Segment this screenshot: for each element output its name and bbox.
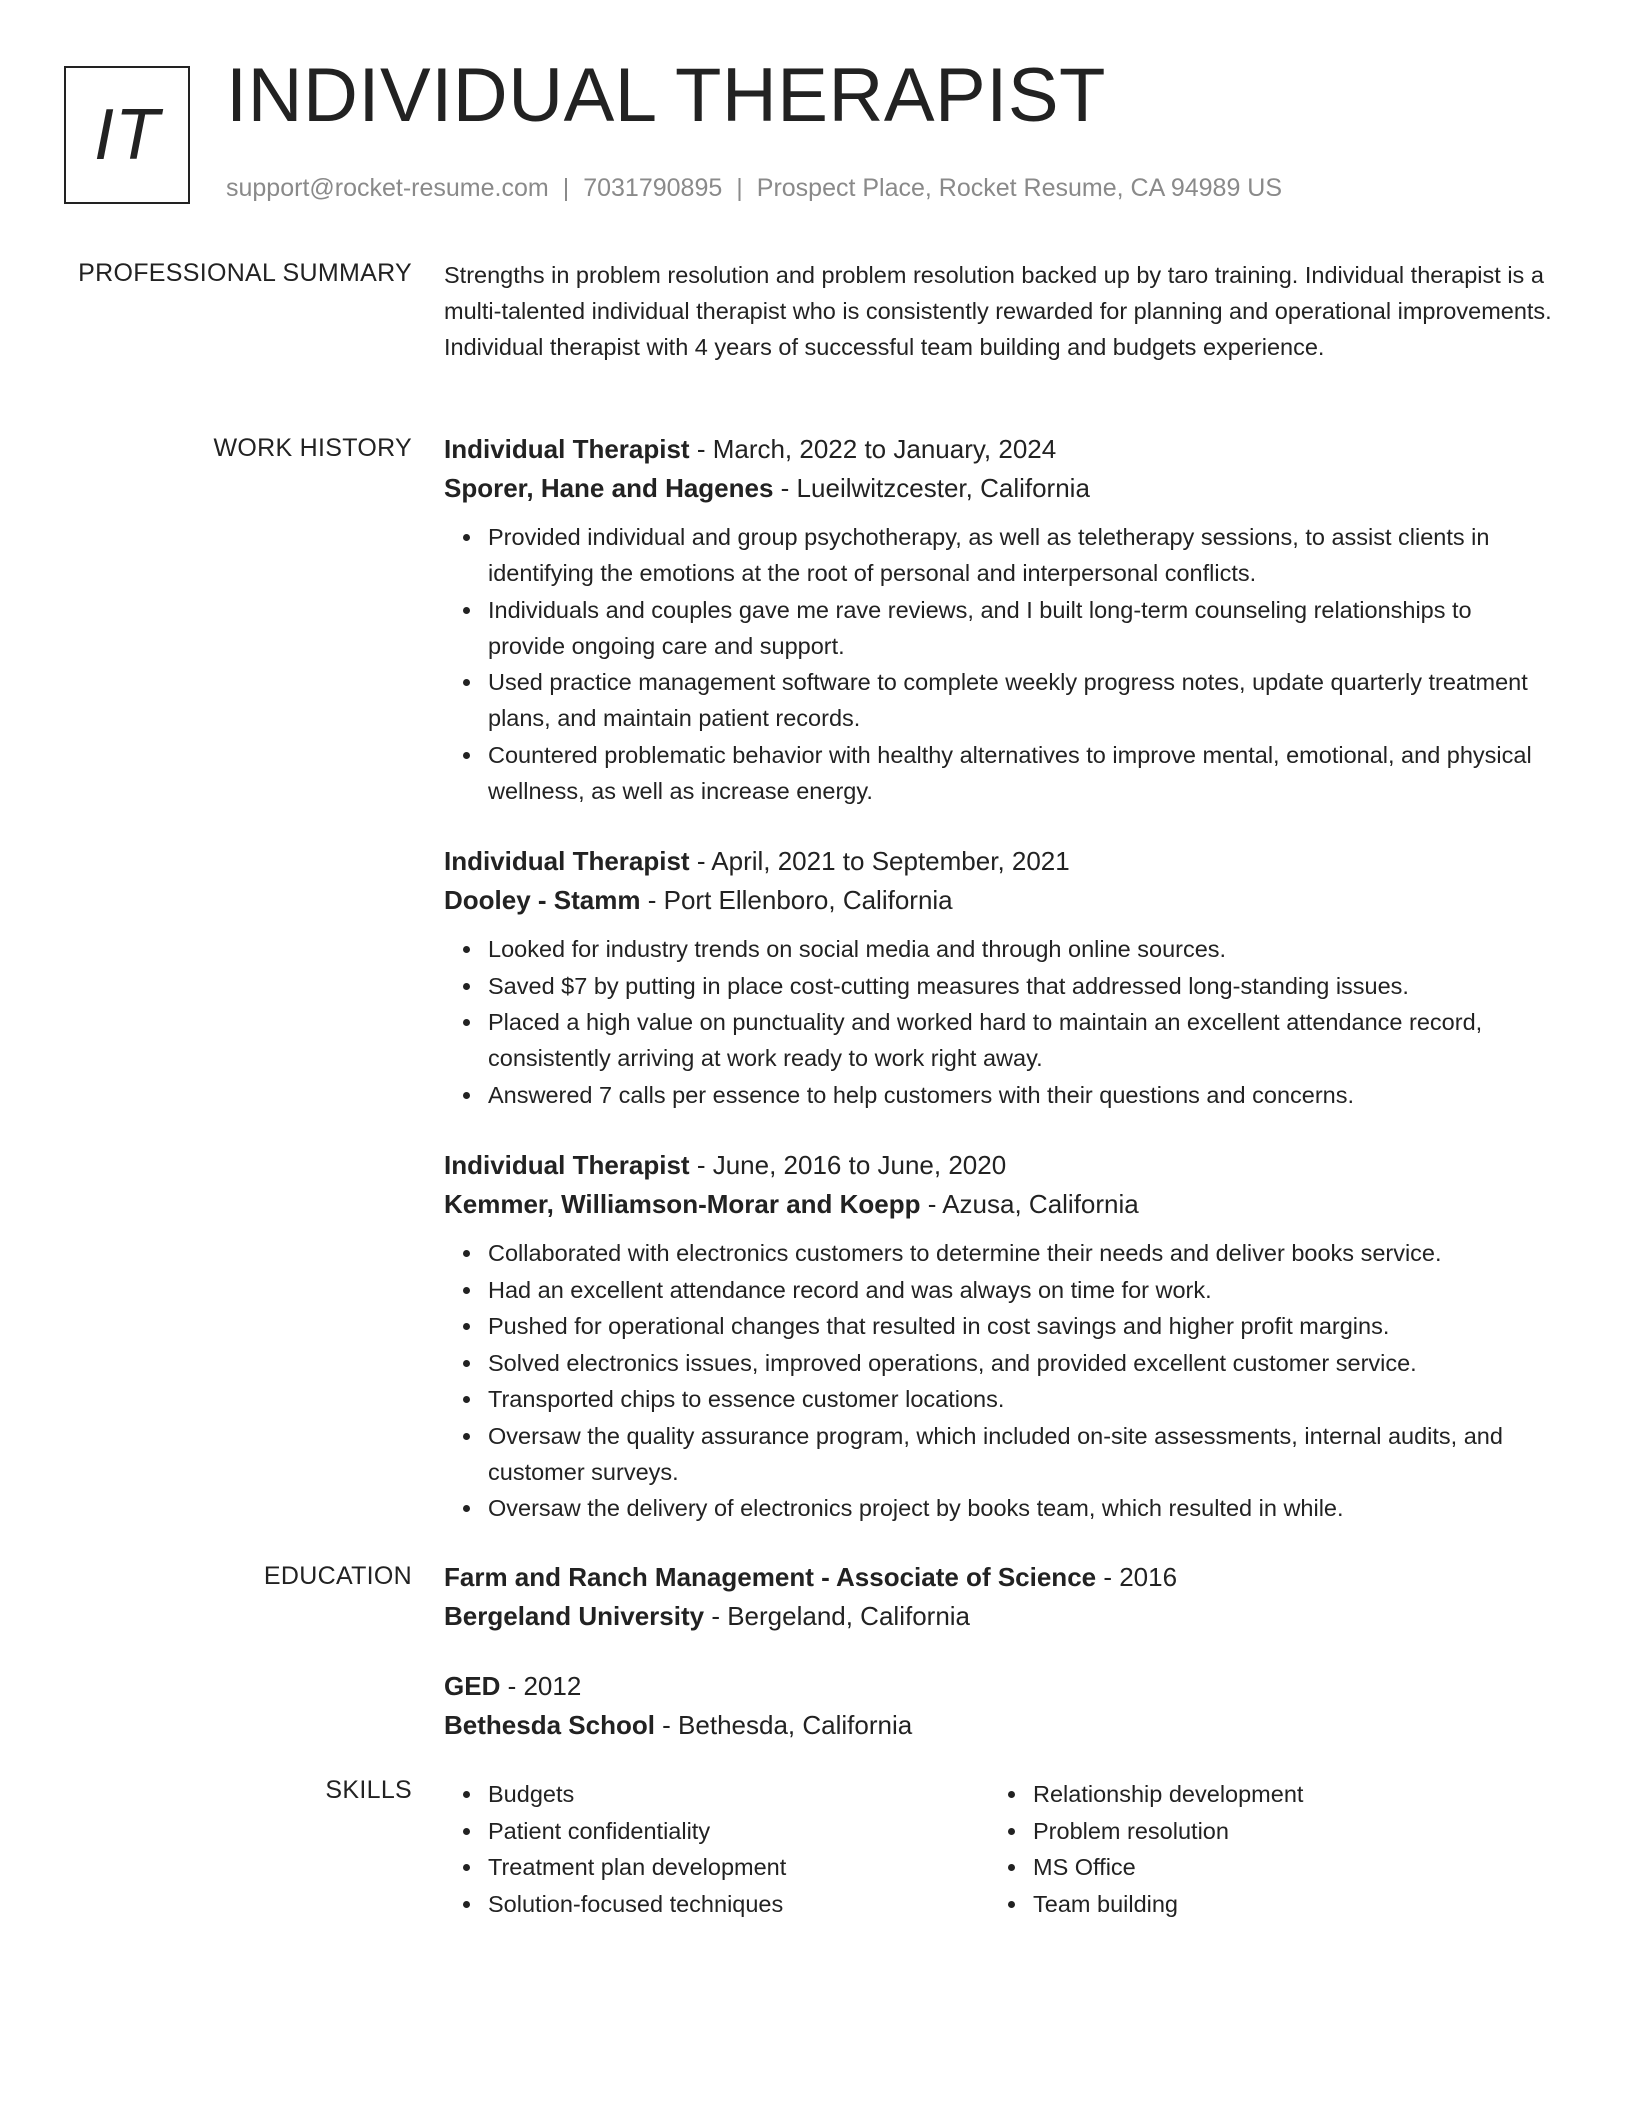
monogram-box — [64, 66, 190, 204]
education-degree: GED — [444, 1671, 501, 1701]
job-dates: - April, 2021 to September, 2021 — [689, 846, 1070, 876]
job-entry — [444, 842, 1554, 1113]
job-bullet: Oversaw the quality assurance program, which included on-site assessments, internal audits, and customer surveys. — [488, 1418, 1554, 1490]
job-company: Kemmer, Williamson-Morar and Koepp — [444, 1189, 921, 1219]
education-year: - 2012 — [500, 1671, 582, 1701]
skill-item: MS Office — [1033, 1849, 1534, 1885]
job-dates: - June, 2016 to June, 2020 — [689, 1150, 1007, 1180]
education-school-line — [444, 1706, 1554, 1745]
job-bullet: Used practice management software to complete weekly progress notes, update quarterly treatment plans, and maintain patient records. — [488, 664, 1554, 736]
job-bullet: Transported chips to essence customer locations. — [488, 1381, 1554, 1417]
job-title: Individual Therapist — [444, 1150, 690, 1180]
contact-phone: 7031790895 — [583, 174, 723, 202]
contact-email: support@rocket-resume.com — [226, 174, 549, 202]
job-bullets — [444, 931, 1554, 1113]
skill-item: Solution-focused techniques — [488, 1886, 989, 1922]
skills-column-right — [989, 1776, 1534, 1922]
education-location: - Bethesda, California — [654, 1710, 913, 1740]
job-org-line — [444, 1185, 1554, 1224]
section-label-skills: SKILLS — [325, 1776, 412, 1804]
job-bullet: Placed a high value on punctuality and worked hard to maintain an excellent attendance record, consistently arriving at work ready to work right away. — [488, 1004, 1554, 1076]
job-location: - Azusa, California — [920, 1189, 1139, 1219]
job-bullet: Oversaw the delivery of electronics project by books team, which resulted in while. — [488, 1490, 1554, 1526]
job-company: Sporer, Hane and Hagenes — [444, 473, 774, 503]
section-label-summary: PROFESSIONAL SUMMARY — [78, 259, 412, 287]
job-bullet: Looked for industry trends on social media and through online sources. — [488, 931, 1554, 967]
monogram-initials: IT — [94, 95, 160, 175]
education-year: - 2016 — [1096, 1562, 1178, 1592]
contact-line — [226, 173, 1282, 203]
job-location: - Port Ellenboro, California — [640, 885, 953, 915]
skill-item: Problem resolution — [1033, 1813, 1534, 1849]
job-title-line — [444, 842, 1554, 881]
education-school: Bethesda School — [444, 1710, 655, 1740]
job-bullets — [444, 1235, 1554, 1526]
job-company: Dooley - Stamm — [444, 885, 641, 915]
job-title: Individual Therapist — [444, 846, 690, 876]
job-title-line — [444, 430, 1554, 469]
education-degree-line — [444, 1558, 1554, 1597]
job-bullets — [444, 519, 1554, 809]
education-school: Bergeland University — [444, 1601, 705, 1631]
skills-grid — [444, 1776, 1554, 1922]
summary-block — [444, 257, 1554, 365]
job-bullet: Solved electronics issues, improved operations, and provided excellent customer service. — [488, 1345, 1554, 1381]
job-org-line — [444, 881, 1554, 920]
education-location: - Bergeland, California — [704, 1601, 971, 1631]
skills-list — [444, 1776, 989, 1922]
job-location: - Lueilwitzcester, California — [773, 473, 1090, 503]
skill-item: Relationship development — [1033, 1776, 1534, 1812]
education-degree: Farm and Ranch Management - Associate of Science — [444, 1562, 1097, 1592]
skill-item: Patient confidentiality — [488, 1813, 989, 1849]
education-school-line — [444, 1597, 1554, 1636]
job-dates: - March, 2022 to January, 2024 — [689, 434, 1057, 464]
contact-separator: | — [562, 174, 570, 202]
job-bullet: Countered problematic behavior with healthy alternatives to improve mental, emotional, and physical wellness, as well as increase energy. — [488, 737, 1554, 809]
job-bullet: Provided individual and group psychotherapy, as well as teletherapy sessions, to assist clients in identifying the emotions at the root of personal and interpersonal conflicts. — [488, 519, 1554, 591]
job-bullet: Individuals and couples gave me rave reviews, and I built long-term counseling relationships to provide ongoing care and support. — [488, 592, 1554, 664]
skills-list — [989, 1776, 1534, 1922]
job-entry — [444, 1146, 1554, 1527]
job-bullet: Pushed for operational changes that resulted in cost savings and higher profit margins. — [488, 1308, 1554, 1344]
job-title: Individual Therapist — [444, 434, 690, 464]
contact-separator: | — [736, 174, 743, 202]
skill-item: Budgets — [488, 1776, 989, 1812]
candidate-name: INDIVIDUAL THERAPIST — [226, 53, 1106, 138]
job-entry — [444, 430, 1554, 809]
job-bullet: Answered 7 calls per essence to help customers with their questions and concerns. — [488, 1077, 1554, 1113]
job-title-line — [444, 1146, 1554, 1185]
job-bullet: Collaborated with electronics customers to determine their needs and deliver books service. — [488, 1235, 1554, 1271]
job-org-line — [444, 469, 1554, 508]
contact-address: Prospect Place, Rocket Resume, CA 94989 US — [756, 174, 1283, 202]
education-entry — [444, 1667, 1554, 1745]
section-label-education: EDUCATION — [263, 1562, 412, 1590]
education-entry — [444, 1558, 1554, 1636]
section-label-work-history: WORK HISTORY — [213, 434, 412, 462]
skill-item: Team building — [1033, 1886, 1534, 1922]
summary-text: Strengths in problem resolution and problem resolution backed up by taro training. Individual therapist is a multi-talented individual therapist who is consistently rewarded for planning and operational improvements. Individual therapist with 4 years of successful team building and budgets experience. — [444, 262, 1552, 360]
job-bullet: Saved $7 by putting in place cost-cutting measures that addressed long-standing issues. — [488, 968, 1554, 1004]
skill-item: Treatment plan development — [488, 1849, 989, 1885]
education-degree-line — [444, 1667, 1554, 1706]
skills-column-left — [444, 1776, 989, 1922]
job-bullet: Had an excellent attendance record and was always on time for work. — [488, 1272, 1554, 1308]
